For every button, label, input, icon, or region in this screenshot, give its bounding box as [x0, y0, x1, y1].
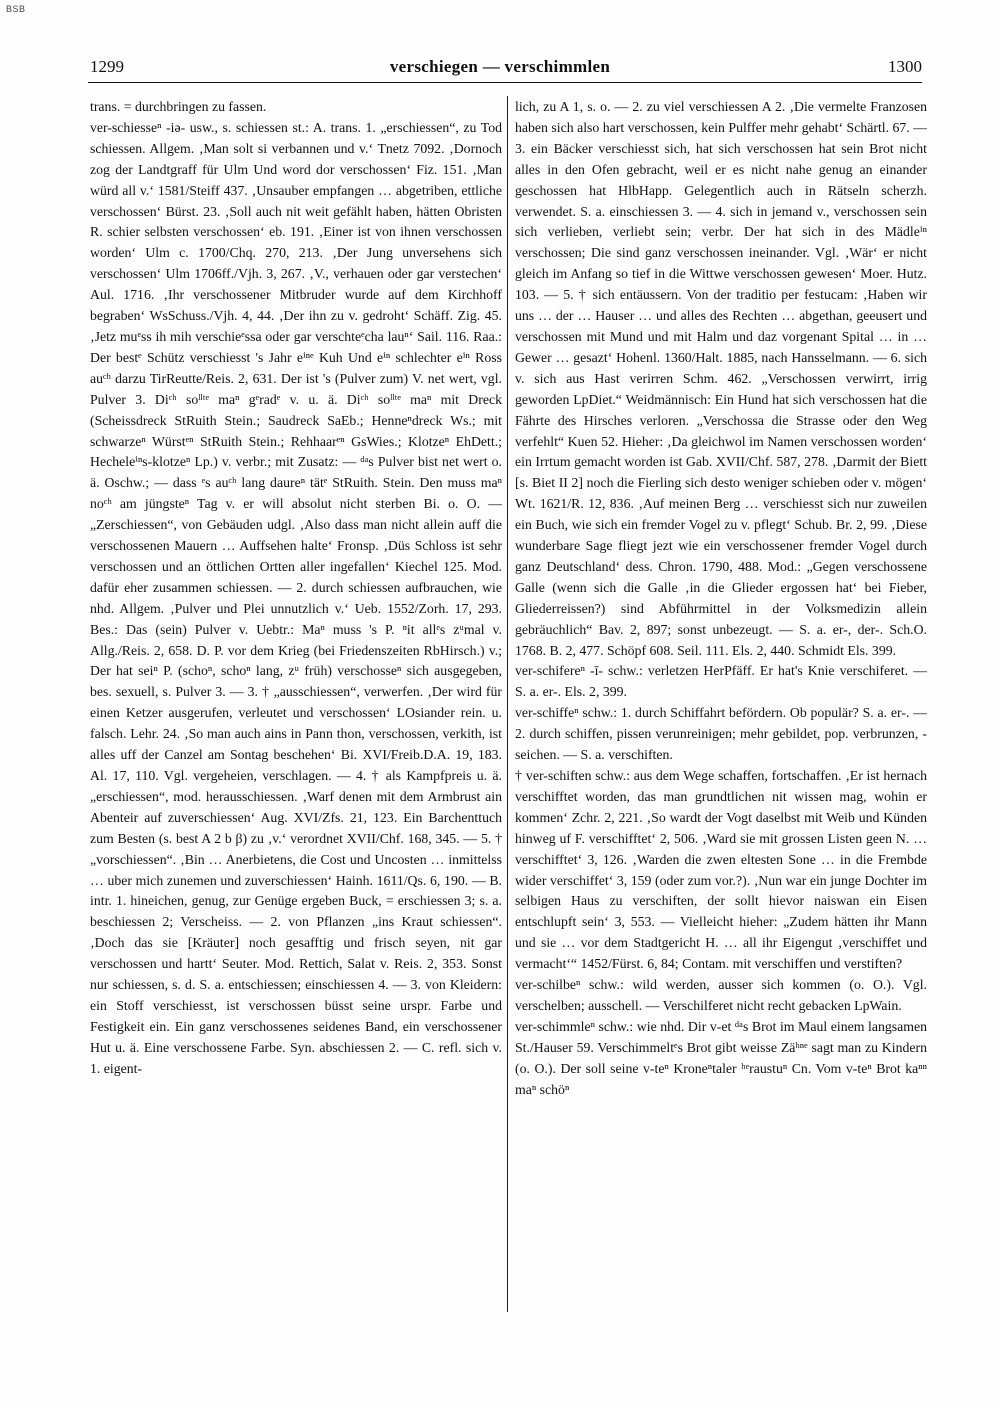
entry-verschiffen: ver-schiffeⁿ schw.: 1. durch Schiffahrt befördern. Ob populär? S. a. er-. — 2. durch schiffen, pissen verunreinigen; mehr gebildet, pop. verbrunzen, -seichen. — S. a. verschiften.	[515, 705, 927, 763]
running-head: verschiegen — verschimmlen	[389, 57, 611, 76]
entry-verschilben: ver-schilbeⁿ schw.: wild werden, ausser sich kommen (o. O.). Vgl. verschelben; ausschell. — Verschilferet nicht recht gebacken LpWain.	[515, 977, 927, 1013]
entry-verschiften: † ver-schiften schw.: aus dem Wege schaffen, fortschaffen. ‚Er ist hernach verschifftet worden, das man grundtlichen nit wissen mag, wohin er kommen‘ Zchr. 2, 221. ‚So wardt der Vogt daselbst mit Weib und Künden hinweg uf F. verschifftet‘ 2, 506. ‚Ward sie mit grossen Listen geen N. … verschifftet‘ 3, 126. ‚Warden die zwen eltesten Sone … in die Frembde wider verschiffet‘ 3, 159 (oder zum vor.?). ‚Nun war ein junge Dochter im selbigen Haus zu verschiften, der sollt hievor naiswan ein Eisen entschlupft sein‘ 3, 553. — Vielleicht hieher: „Zudem hätten ihr Mann und sie … vor dem Stadtgericht H. … all ihr Eigengut ‚verschiffet und vermacht‘“ 1452/Fürst. 6, 84; Contam. mit verschiffen und verstiften?	[515, 768, 927, 972]
page-number-right: 1300	[888, 57, 922, 76]
column-divider	[507, 96, 508, 1312]
entry-verschiessen: ver-schiesseⁿ -iə- usw., s. schiessen st.: A. trans. 1. „erschiessen“, zu Tod schiessen. Allgem. ‚Man solt si verbannen und v.‘ Tnetz 7092. ‚Dornoch zog der Landtgraff für Ulm Und word dor verschossen‘ Fiz. 151. ‚Man würd all v.‘ 1581/Steiff 437. ‚Unsauber empfangen … abgetriben, ettliche verschossen‘ Bürst. 23. ‚Soll auch nit weit gefählt haben, hätten Obristen R. schier selbsten verschossen‘ eb. 191. ‚Einer ist von ihnen verschossen worden‘ Ulm c. 1700/Chq. 270, 213. ‚Der Jung unversehens sich verschossen‘ Ulm 1706ff./Vjh. 3, 267. ‚V., verhauen oder gar verstechen‘ Aul. 1716. ‚Ihr verschossener Mitbruder wurde auf dem Kirchhoff begraben‘ WsSchuss./Vjh. 4, 44. ‚Der ihn zu v. gedroht‘ Schäff. Zig. 45. ‚Jetz muᵉss ih mih verschieᵉssa oder gar verschteᵉcha lauⁿ‘ Sail. 116. Raa.: Der bestᵉ Schütz verschiesst 's Jahr eⁱⁿᵉ Kuh Und eⁱⁿ schlechter eⁱⁿ Ross auᶜʰ darzu TirReutte/Reis. 2, 631. Der ist 's (Pulver zum) V. net wert, vgl. Pulver 3. Diᶜʰ soˡˡᵗᵉ maⁿ gᵉradᵉ v. u. ä. Diᶜʰ soˡˡᵗᵉ maⁿ mit Dreck (Scheissdreck StRuith Stein.; Saudreck SaEb.; Henneⁿdreck Ws.; mit schwarzeⁿ Würstᵉⁿ StRuith Stein.; Rehhaarᵉⁿ GsWies.; Klotzeⁿ EhDett.; Hecheleⁱⁿs-klotzeⁿ Lp.) v. verbr.; mit Zusatz: — ᵈᵃs Pulver bist net wert o. ä. Oschw.; — dass ᵉs auᶜʰ lang daureⁿ tätᵉ StRuith. Stein. Den muss maⁿ noᶜʰ am jüngsteⁿ Tag v. er will absolut nicht sterben Bi. o. O. — „Zerschiessen“, von Gebäuden udgl. ‚Also dass man nicht allein auff die verschossenen Mauern … Auffsehen halte‘ Fronsp. ‚Düs Schloss ist sehr verschossen und an öttlichen Ortten aller ingefallen‘ Kiechel 125. Mod. dafür eher zusammen schiessen. — 2. durch schiessen aufbrauchen, wie nhd. Allgem. ‚Pulver und Plei unnutzlich v.‘ Ueb. 1552/Zorh. 17, 293. Bes.: Das (sein) Pulver v. Uebtr.: Maⁿ muss 's P. ⁿit allᵉs zᵘmal v. Allg./Reis. 2, 658. D. P. vor dem Krieg (bei Friedenszeiten RbHirsch.) v.; Der hat seiⁿ P. (schoⁿ, schoⁿ lang, zᵘ früh) verschosseⁿ sich ausgegeben, bes. sexuell, s. Pulver 3. — 3. † „ausschiessen“, verwerfen. ‚Der wird für einen Ketzer ausgerufen, verleutet und verschossen‘ LOsiander rein. u. falsch. Lehr. 24. ‚So man auch ains in Pann thon, verschossen, verkith, ist alles uff der Canzel am Sontag beschehen‘ Bi. XVI/Freib.D.A. 19, 183. Al. 17, 110. Vgl. vergeheien, verschlagen. — 4. † als Kampfpreis u. ä. „erschiessen“, mod. herausschiessen. ‚Warf denen mit dem Armbrust ain Abenteir auf zuverschiessen‘ Aug. XVI/Zfs. 21, 123. Ein Barchenttuch zum Besten (s. best A 2 b β) zu ‚v.‘ verordnet XVII/Chf. 168, 345. — 5. † „vorschiessen“. ‚Bin … Anerbietens, die Cost und Uncosten … inmittelss … uber mich zunemen und zuverschiessen‘ Hainh. 1611/Qs. 6, 190. — B. intr. 1. hineichen, genug, zur Genüge ergeben Buck, = erschiessen 3; s. a. beschiessen 2; Verscheiss. — 2. von Pflanzen „ins Kraut schiessen“. ‚Doch das sie [Kräuter] noch gesafftig und frisch seyen, nit gar verschossen und hartt‘ Seuter. Mod. Rettich, Salat v. Reis. 2, 353. Sonst nur schiessen, s. d. S. a. entschiessen; einschiessen 4. — 3. von Kleidern: ein Stoff verschiesst, ist verschossen büsst seine urspr. Farbe und Festigkeit ein. Ein ganz verschossenes seidenes Band, ein verschossener Hut u. ä. Eine verschossene Farbe. Syn. abschiessen 2. — C. refl. sich v. 1. eigent-	[90, 119, 502, 1076]
page-number-left: 1299	[90, 57, 124, 76]
library-stamp: BSB	[6, 4, 26, 14]
paragraph: lich, zu A 1, s. o. — 2. zu viel verschiessen A 2. ‚Die vermelte Franzosen haben sich also hart verschossen, kein Pulffer mehr gehabt‘ Schärtl. 67. — 3. ein Bäcker verschiesst sich, hat sich verschossen hat sein Brot nicht alles in den Ofen gebracht, weil er es nicht nahe genug an einander geschossen hat HlbHapp. Gelegentlich auch in Rätseln scherzh. verwendet. S. a. einschiessen 3. — 4. sich in jemand v., verschossen sein sich verlieben, verliebt sein; verbr. Der hat sich in des Mädleⁱⁿ verschossen; Die sind ganz verschossen ineinander. Vgl. ‚Wär‘ er nicht gleich im Anfang so tief in die Wittwe verschossen gewesen‘ Moer. Hutz. 103. — 5. † sich entäussern. Von der traditio per festucam: ‚Haben wir uns … der … Hauser … und alles des Rechten … abgethan, geeusert und verschossen mit Mund und mit Halm und daz vorgenant Spital … in … Gewer … gesazt‘ Hohenl. 1360/Halt. 1885, nach Hansselmann. — 6. sich v. sich aus Hast verirren Schm. 462. „Verschossen verwirrt, irrig geworden LpDiet.“ Weidmännisch: Ein Hund hat sich verschossen hat die Fährte des Hirsches verloren. „Verschossa die Strasse oder den Weg verfehlt“ Kuen 52. Hieher: ‚Da gleichwol im Namen verschossen worden‘ ein Irrtum gemacht worden ist Gab. XVII/Chf. 587, 278. ‚Darmit der Biett [s. Biet II 2] noch die Fierling sich desto weniger schieben oder v. mögen‘ Wt. 1621/R. 12, 836. ‚Auf meinen Berg … verschiesst sich nur zuweilen ein Buch, wie sich ein fremder Vogel zu v. pflegt‘ Schub. Br. 2, 99. ‚Diese wunderbare Sage fliegt jezt wie ein verschossener fremder Vogel durch ganz Deutschland‘ dess. Chron. 1790, 488. Mod.: „Gegen verschossene Galle (wenn sich die Galle ‚in die Glieder ergossen hat‘ bei Fieber, Gliederreissen?) sind Abführmittel in der Volksmedizin allein gebräuchlich“ Bav. 2, 897; sonst unbezeugt. — S. a. er-, der-. Sch.O. 1768. B. 2, 477. Schöpf 608. Seil. 111. Els. 2, 440. Schmidt Els. 399.	[515, 99, 927, 658]
entry-verschiferen: ver-schifereⁿ -ī- schw.: verletzen HerPfäff. Er hat's Knie verschiferet. — S. a. er-. Els. 2, 399.	[515, 663, 927, 700]
header-rule	[88, 82, 922, 83]
right-column	[515, 97, 927, 1317]
entry-verschimmlen: ver-schimmleⁿ schw.: wie nhd. Dir v-et ᵈᵃs Brot im Maul einem langsamen St./Hauser 59. Verschimmeltᵉs Brot gibt weisse Zäʰⁿᵉ sagt man zu Kindern (o. O.). Der soll seine v-teⁿ Kroneⁿtaler ʰᵉraustuⁿ Cn. Vom v-teⁿ Brot kaⁿⁿ maⁿ schöⁿ	[515, 1018, 927, 1097]
paragraph: trans. = durchbringen zu fassen.	[90, 99, 267, 114]
left-column	[90, 97, 502, 1317]
